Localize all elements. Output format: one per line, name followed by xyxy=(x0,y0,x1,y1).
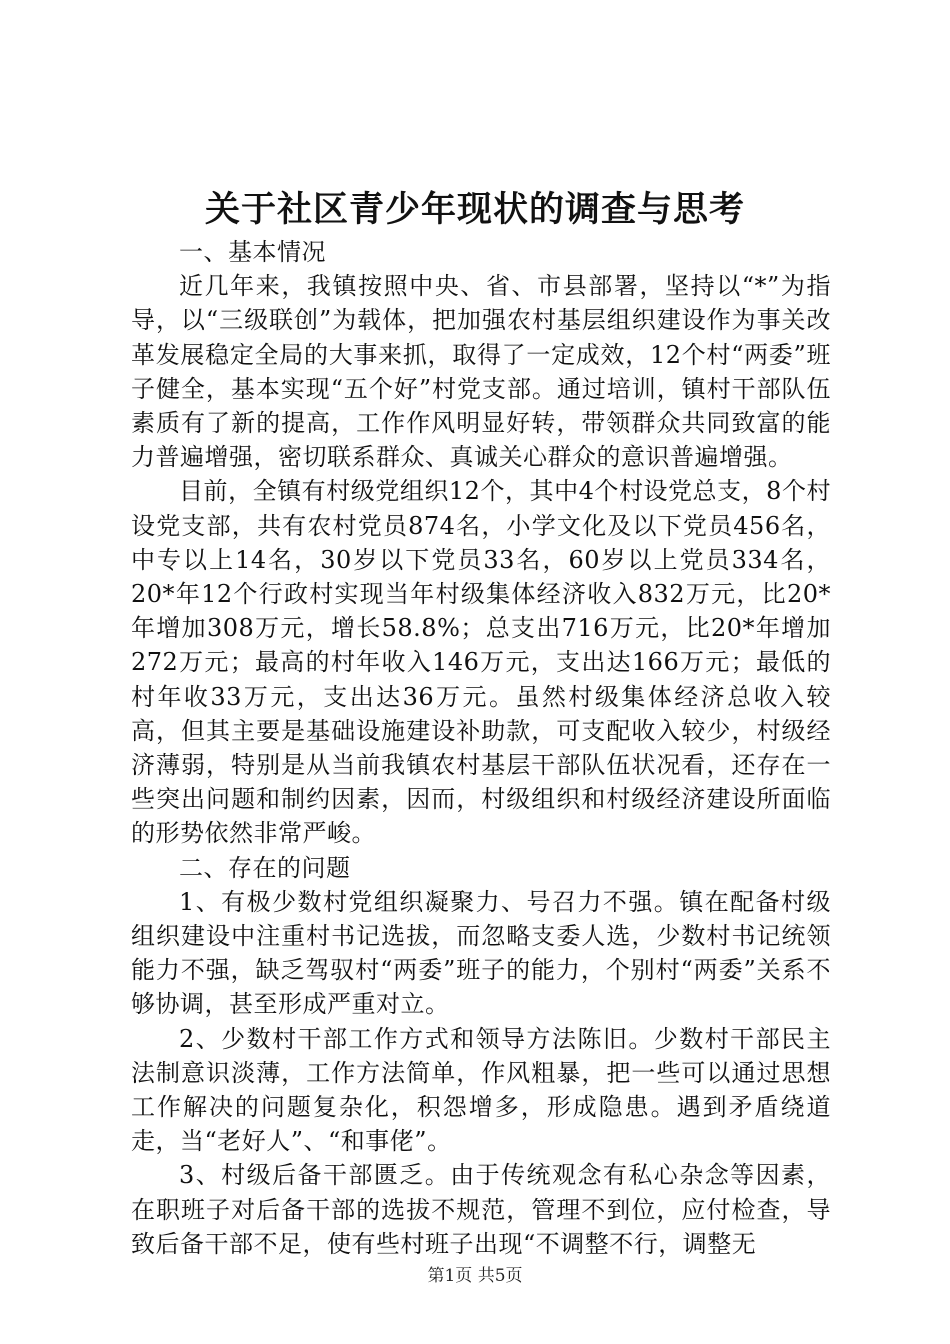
paragraph: 目前，全镇有村级党组织12个，其中4个村设党总支，8个村设党支部，共有农村党员874名，小学文化及以下党员456名，中专以上14名，30岁以下党员33名，60岁以上党员334名，20*年12个行政村实现当年村级集体经济收入832万元，比20*年增加308万元，增长58.8%；总支出716万元，比20*年增加272万元；最高的村年收入146万元，支出达166万元；最低的村年收33万元，支出达36万元。虽然村级集体经济总收入较高，但其主要是基础设施建设补助款，可支配收入较少，村级经济薄弱，特别是从当前我镇农村基层干部队伍状况看，还存在一些突出问题和制约因素，因而，村级组织和村级经济建设所面临的形势依然非常严峻。 xyxy=(131,477,831,848)
document-body xyxy=(131,235,831,1261)
paragraph: 3、村级后备干部匮乏。由于传统观念有私心杂念等因素，在职班子对后备干部的选拔不规范，管理不到位，应付检查，导致后备干部不足，使有些村班子出现“不调整不行，调整无 xyxy=(131,1161,831,1258)
document-title: 关于社区青少年现状的调查与思考 xyxy=(204,189,745,230)
section-heading-basic: 一、基本情况 xyxy=(179,238,326,266)
section-heading-problems: 二、存在的问题 xyxy=(179,853,351,882)
paragraph: 近几年来，我镇按照中央、省、市县部署，坚持以“*”为指导，以“三级联创”为载体，把加强农村基层组织建设作为事关改革发展稳定全局的大事来抓，取得了一定成效，12个村“两委”班子健全，基本实现“五个好”村党支部。通过培训，镇村干部队伍素质有了新的提高，工作作风明显好转，带领群众共同致富的能力普遍增强，密切联系群众、真诚关心群众的意识普遍增强。 xyxy=(131,272,831,472)
paragraph: 2、少数村干部工作方式和领导方法陈旧。少数村干部民主法制意识淡薄，工作方法简单，作风粗暴，把一些可以通过思想工作解决的问题复杂化，积怨增多，形成隐患。遇到矛盾绕道走，当“老好人”、“和事佬”。 xyxy=(131,1024,831,1156)
page-footer: 第1页 共5页 xyxy=(427,1266,523,1286)
paragraph: 1、有极少数村党组织凝聚力、号召力不强。镇在配备村级组织建设中注重村书记选拔，而忽略支委人选，少数村书记统领能力不强，缺乏驾驭村“两委”班子的能力，个别村“两委”关系不够协调，甚至形成严重对立。 xyxy=(131,887,831,1019)
